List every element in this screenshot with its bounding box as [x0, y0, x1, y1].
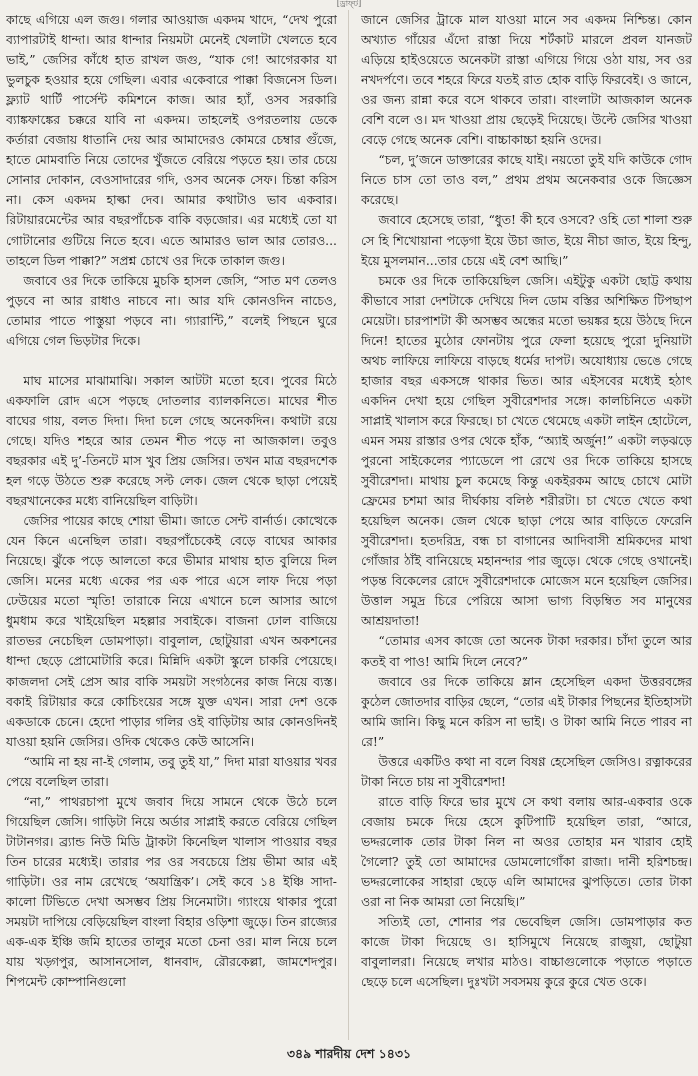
paragraph: জবাবে হেসেছে তারা, “ধুত! কী হবে ওসবে? ওহি তো শালা শুরু সে হি শিখোয়ানা পড়েগা ইয়ে উচা জাত, ইয়ে নীচা জাত, ইয়ে হিন্দু, ইয়ে মুসলমান...তার চেয়ে এই বেশ আছি।”	[361, 212, 692, 268]
right-column	[361, 10, 692, 1040]
paragraph: কাছে এগিয়ে এল জগু। গলার আওয়াজ একদম খাদে, “দেখ পুরো ব্যাপারটাই ধান্দা। আর ধান্দার নিয়মটা মেনেই খেলাটা খেলতে হবে ভাই,” জেসির কাঁধে হাত রাখল জগু, “যাক গে! আগেরকার যা ভুলচুক হওয়ার হয়ে গেছিল। এবার একেবারে পাক্কা বিজনেস ডিল। ফ্ল্যাট থার্টি পার্সেন্ট কমিশনে কাজ। আর হ্যাঁ, ওসব সরকারি ব্যাঙ্কফাঙ্কের চক্করে যাবি না একদম। তাহলেই ওপরতলায় ডেকে কর্তারা বেজায় ধাতানি দেয় আর আমাদেরও কোমরে চেম্বার গুঁজে, হাতে মোমবাতি নিয়ে তোদের খুঁজতে বেরিয়ে পড়তে হয়। তার চেয়ে সোনার দোকান, বেওসাদারের গদি, ওসব অনেক সেফ। চিন্তা করিস না। কেস একদম হাল্কা দেব। আমার কথাটাও ভাব একবার। রিটায়ারমেন্টের আর বছরপাঁচেক বাকি বড়জোর। এর মধ্যেই তো যা গোটানোর গুটিয়ে নিতে হবে। এতে আমারও ভাল আর তোরও... তাহলে ডিল পাক্কা?” সপ্রশ্ন চোখে ওর দিকে তাকাল জগু।	[6, 12, 337, 268]
paragraph: রাতে বাড়ি ফিরে ভার মুখে সে কথা বলায় আর-একবার ওকে বেজায় চমকে দিয়ে হেসে কুটিপাটি হয়েছিল তারা, “আরে, ভদ্দরলোক তোর টাকা নিল না অওর তোহার মন খারাব হোই গৈলো? তুই তো আমাদের ডোমলোগোঁকা রাজা। দানী হরিশচন্দ্র। ভদ্দরলোকের সাহারা ছেড়ে এলি আমাদের ঝুপড়িতে। তোর টাকা ওরা না নিক আমরা তো নিয়েছি।”	[361, 793, 692, 910]
page-footer: ৩৪৯ শারদীয় দেশ ১৪৩১	[286, 1046, 412, 1061]
paragraph: উত্তরে একটিও কথা না বলে বিষণ্ণ হেসেছিল জেসিও। রত্নাকরের টাকা নিতে চায় না সুবীরেশদা!	[361, 753, 692, 789]
header-mark: [ড্রাফ্‌ট]	[336, 0, 362, 8]
paragraph: জানে জেসির ট্রাকে মাল যাওয়া মানে সব একদম নিশ্চিন্ত। কোন অখ্যাত গাঁয়ের এঁদো রাস্তা দিয়ে শর্টকাট মারলে প্রবল যানজট এড়িয়ে হাইওয়েতে অনেকটা রাস্তা এগিয়ে গিয়ে ওঠা যায়, সব ওর নখদর্পণে। তবে শহরে ফিরে যতই রাত হোক বাড়ি ফিরবেই। ও জানে, ওর জন্য রান্না করে বসে থাকবে তারা। বাংলাটা আজকাল অনেক বেশি বলে ও। মদ খাওয়া প্রায় ছেড়েই দিয়েছে। উল্টে জেসির খাওয়া বেড়ে গেছে অনেক বেশি। বাচ্চাকাচ্চা হয়নি ওদের।	[361, 12, 692, 148]
column-divider	[348, 10, 349, 1040]
paragraph: “চল, দু’জনে ডাক্তারের কাছে যাই। নয়তো তুই যদি কাউকে গোদ নিতে চাস তো তাও বল,” প্রথম প্রথম অনেকবার ওকে জিজ্ঞেস করেছে।	[361, 152, 692, 208]
paragraph: “তোমার এসব কাজে তো অনেক টাকা দরকার। চাঁদা তুলে আর কতই বা পাও! আমি দিলে নেবে?”	[361, 633, 692, 669]
paragraph: সত্যিই তো, শোনার পর ভেবেছিল জেসি। ডোমপাড়ার কত কাজে টাকা দিয়েছে ও। হাসিমুখে নিয়েছে রাজুয়া, ছোটুয়া বাবুলালরা। নিয়েছে লখার মাঠও। বাচ্চাগুলোকে পড়াতে পড়াতে ছেড়ে চলে এসেছিল। দুঃখটা সবসময় কুরে কুরে খেত ওকে।	[361, 914, 692, 990]
paragraph: “না,” পাথরচাপা মুখে জবাব দিয়ে সামনে থেকে উঠে চলে গিয়েছিল জেসি। গাড়িটা নিয়ে অর্ডার সাপ্লাই করতে বেরিয়ে গেছিল টাটানগর। ব্র্যান্ড নিউ মিডি ট্রাকটা কিনেছিল খালাস পাওয়ার বছর তিন চারের মধ্যেই। তারার পর ওর সবচেয়ে প্রিয় ভীমা আর এই গাড়িটা। ওর নাম রেখেছে ‘অযান্ত্রিক’। সেই কবে ১৪ ইঞ্চি সাদা-কালো টিভিতে দেখা অসম্ভব প্রিয় সিনেমাটা। গ্যাংয়ে থাকার পুরো সময়টা দাপিয়ে বেড়িয়েছিল বাংলা বিহার ওড়িশা জুড়ে। তিন রাজ্যের এক-এক ইঞ্চি জমি হাতের তালুর মতো চেনা ওর। মাল নিয়ে চলে যায় খড়্গপুর, আসানসোল, ধানবাদ, রৌরকেল্লা, জামশেদপুর। শিপমেন্ট কোম্পানিগুলো	[6, 793, 337, 990]
paragraph: মাঘ মাসের মাঝামাঝি। সকাল আটটা মতো হবে। পুবের মিঠে একফালি রোদ এসে পড়ছে দোতলার ব্যালকনিতে। মাঘের শীত বাঘের গায়, বলত দিদা। দিদা চলে গেছে অনেকদিন। কথাটা রয়ে গেছে। যদিও শহরে আর তেমন শীত পড়ে না আজকাল। তবুও বছরকার এই দু’-তিনটে মাস খুব প্রিয় জেসির। তখন মাত্র বছরদশেক হল গড়ে উঠতে শুরু করেছে সল্ট লেক। জেল থেকে ছাড়া পেয়েই বছরখানেকের মধ্যে বানিয়েছিল বাড়িটা।	[6, 372, 337, 509]
paragraph: জবাবে ওর দিকে তাকিয়ে মুচকি হাসল জেসি, “সাত মণ তেলও পুড়বে না আর রাধাও নাচবে না। আর যদি কোনওদিন নাচেও, তোমার পাতে পাস্তুয়া পড়বে না। গ্যারান্টি,” বলেই পিছনে ঘুরে এগিয়ে গেল ভিড়টার দিকে।	[6, 272, 337, 348]
paragraph: জেসির পায়ের কাছে শোয়া ভীমা। জাতে সেন্ট বার্নার্ড। কোত্থেকে যেন কিনে এনেছিল তারা। বছরপাঁচেকেই বেড়ে বাঘের আকার নিয়েছে। ঝুঁকে পড়ে আলতো করে ভীমার মাথায় হাত বুলিয়ে দিল জেসি। মনের মধ্যে একের পর এক পারে এসে লাফ দিয়ে পড়া ঢেউয়ের মতো স্মৃতি! তারাকে নিয়ে এখানে চলে আসার আগে ধুমধাম করে খাইয়েছিল মহল্লার সবাইকে। বাজনা ঢোল বাজিয়ে রাতভর নেচেছিল ডোমপাড়া। বাবুলাল, ছোটুয়ারা এখন অকশনের ধান্দা ছেড়ে প্রোমোটারি করে। মিন্নিদি একটা স্কুলে চাকরি পেয়েছে। কাজলদা সেই প্রেস আর বাকি সময়টা সংগঠনের কাজ নিয়ে ব্যস্ত। বকাই রিটায়ার করে কোচিংয়ের সঙ্গে যুক্ত এখন। সারা দেশ ওকে একডাকে চেনে। হেদো পাড়ার গলির ওই বাড়িটায় আর কোনওদিনই যাওয়া হয়নি জেসির। ওদিক থেকেও কেউ আসেনি।	[6, 513, 337, 749]
paragraph: চমকে ওর দিকে তাকিয়েছিল জেসি। এইটুকু একটা ছোট্ট কথায় কীভাবে সারা দেশটাকে দেখিয়ে দিল ডোম বস্তির অশিক্ষিত টিপছাপ মেয়েটা। চারপাশটা কী অসম্ভব অন্ধের মতো ভয়ঙ্কর হয়ে উঠছে দিনে দিনে! হাতের মুঠোর ফোনটায় পুরে ফেলা হয়েছে পুরো দুনিয়াটা অথচ লাফিয়ে লাফিয়ে বাড়ছে ধর্মের দাপট। অযোধ্যায় ভেঙে গেছে হাজার বছর একসঙ্গে থাকার ভিত। আর এইসবের মধ্যেই হঠাৎ একদিন দেখা হয়ে গেছিল সুবীরেশদার সঙ্গে। কালচিনিতে একটা সাপ্লাই খালাস করে ফিরছে। চা খেতে থেমেছে একটা লাইন হোটেলে, এমন সময় রাস্তার ওপর থেকে হাঁক, “অ্যাই অর্জুন!” একটা লড়ঝড়ে পুরনো সাইকেলের প্যাডেলে পা রেখে ওর দিকে তাকিয়ে হাসছে সুবীরেশদা। মাথায় চুল কমেছে কিন্তু একইরকম আছে চোখে মোটা ফ্রেমের চশমা আর দীর্ঘকায় বলিষ্ঠ শরীরটা। চা খেতে খেতে কথা হয়েছিল অনেক। জেল থেকে ছাড়া পেয়ে আর বাড়িতে ফেরেনি সুবীরেশদা। হতদরিদ্র, বন্ধ চা বাগানের আদিবাসী শ্রমিকদের মাথা গোঁজার ঠাঁই বানিয়েছে মহানন্দার পার জুড়ে। থেকে গেছে ওখানেই। পড়ন্ত বিকেলের রোদে সুবীরেশদাকে মোজেস মনে হয়েছিল জেসির। উত্তাল সমুদ্র চিরে পেরিয়ে আসা ভাগ্য বিড়ম্বিত সব মানুষের আশ্রয়দাতা!	[361, 272, 692, 629]
left-column	[6, 10, 337, 1040]
paragraph: “আমি না হয় না-ই গেলাম, তবু তুই যা,” দিদা মারা যাওয়ার খবর পেয়ে বলেছিল তারা।	[6, 753, 337, 789]
paragraph: জবাবে ওর দিকে তাকিয়ে ম্লান হেসেছিল একদা উত্তরবঙ্গের কুঠেল জোতদার বাড়ির ছেলে, “তোর এই টাকার পিছনের ইতিহাসটা আমি জানি। কিছু মনে করিস না ভাই। ও টাকা আমি নিতে পারব না রে!”	[361, 673, 692, 749]
